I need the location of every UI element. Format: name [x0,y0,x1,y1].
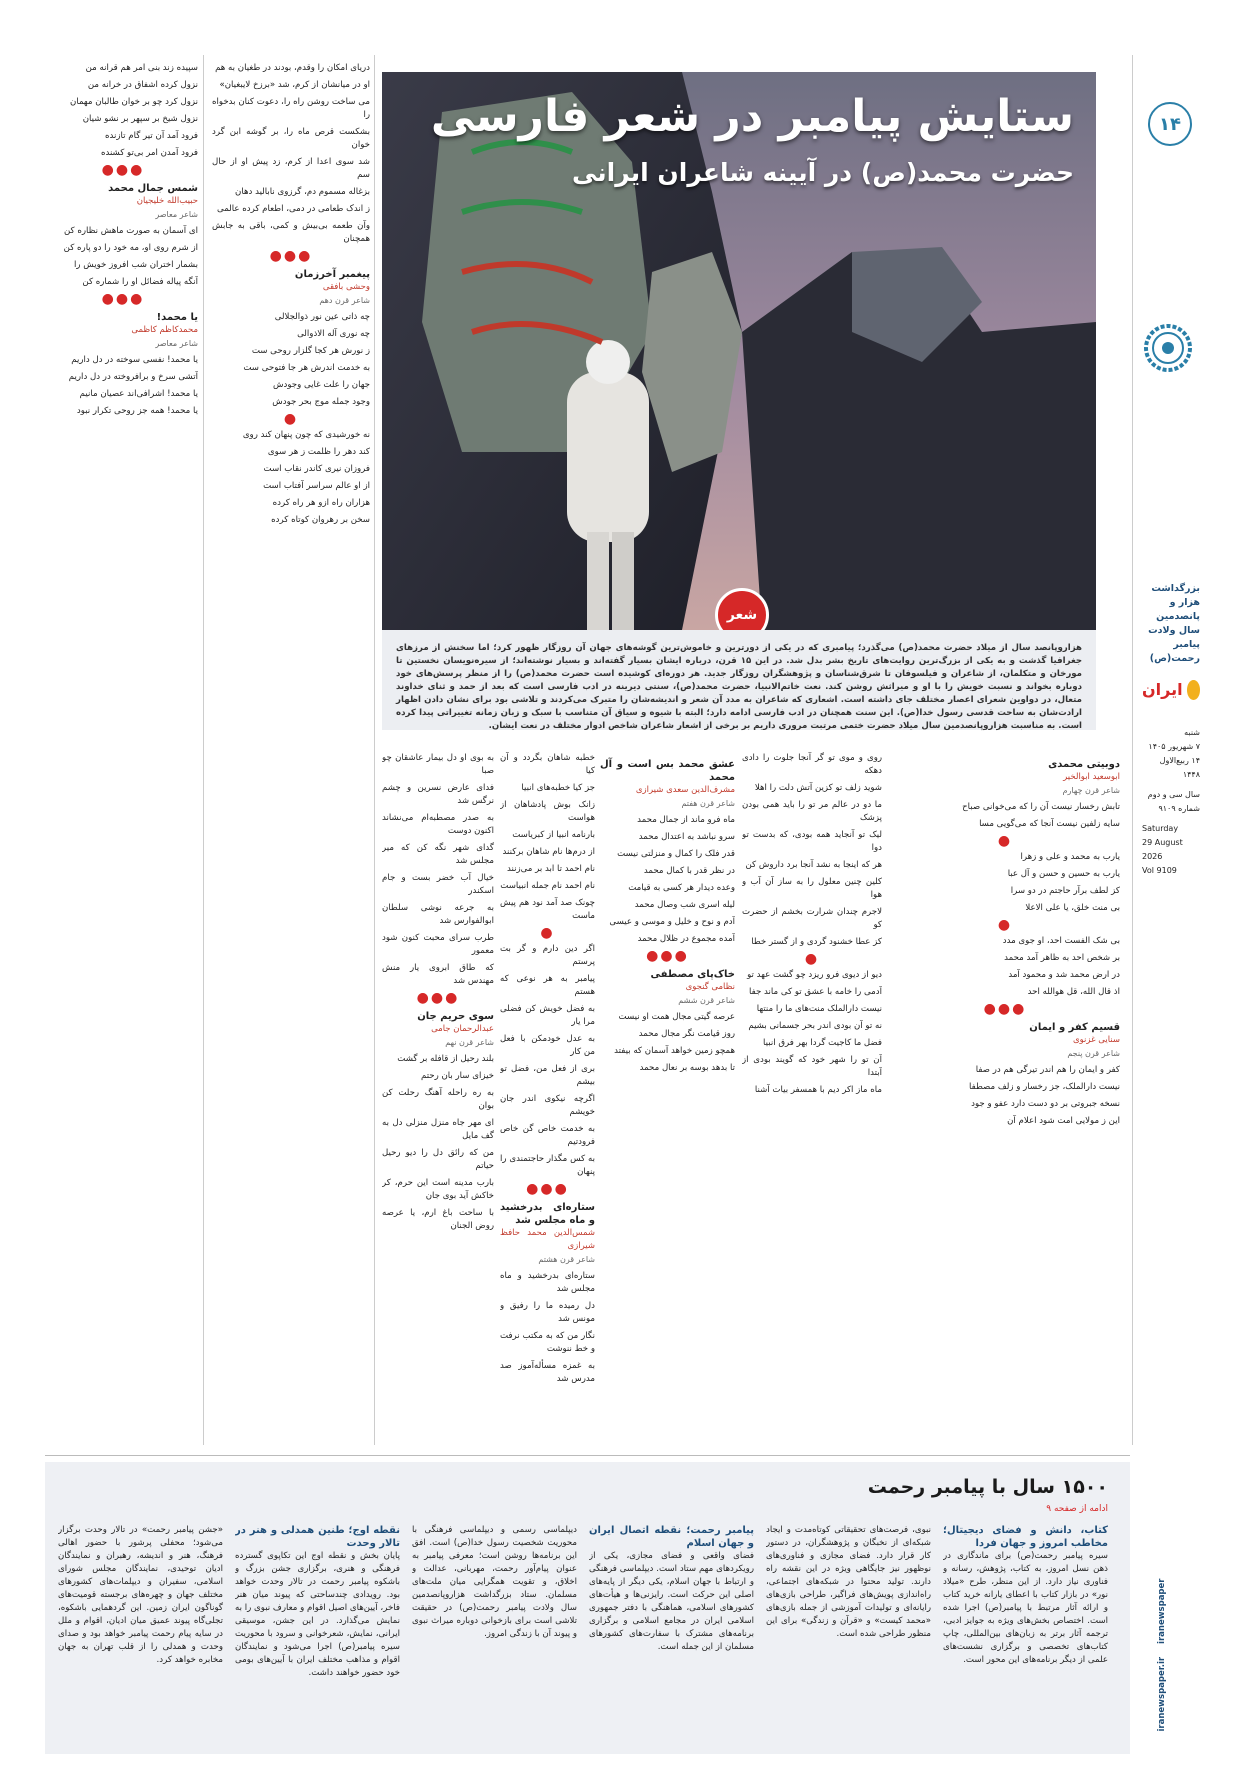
poem-verse: قدر فلک را کمال و منزلتی نیست [617,849,735,859]
brand-logo [1142,680,1200,700]
section-divider [45,1455,1130,1456]
poem-verse: آتشی سرخ و برافروخته در دل داریم [68,372,198,382]
poem-verse: سپیده زند بنی امر هم قرانه من [85,63,198,73]
poem-verse: خیزای سار بان رحتم [420,1071,494,1081]
poem-verse: از شرم روی او، مه خود را دو پاره کن [63,243,198,253]
poem-verse: نیست دارالملک منت‌های ما را منتها [756,1004,882,1014]
poem-verse: کفر و ایمان را هم اندر تیرگی هم در صفا [975,1065,1120,1075]
poem-verse: بی شک الفست احد، او جوی مدد [1002,936,1120,946]
separator-dots: ●●● [416,990,460,1006]
poem-verse: نه تو آن بودی اندر بحر جسمانی بشیم [748,1021,882,1031]
poem-verse: به ره راحله آهنگ رحلت کن بوان [382,1088,494,1111]
poem-verse: یارب به حسین و حسن و آل عبا [1007,869,1120,879]
intro-text: هزاروپانصد سال از میلاد حضرت محمد(ص) می‌گذرد؛ پیامبری که در یکی از دورترین و خاموش‌ترین گوشه‌های جهان آن روزگار ظهور کرد؛ اما سخنش از مرزهای جغرافیا گذشت و به یکی از بزرگ‌ترین روایت‌های تاریخ بشر بدل شد. در این ۱۵ قرن، درباره ایشان بسیار گفته‌اند و بسیار نوشته‌اند؛ از سیره‌نویسان نخستین تا مورخان و متکلمان، از شاعران و فیلسوفان تا شرق‌شناسان و پژوهشگران روزگار جدید. هر دوره‌ای کوشیده است حضرت محمد(ص) را از منظر پرسش‌های خود دوباره بخواند و نسبت خویش را با او و میراثش روشن کند. نعت خاتم‌الانبیا، حضرت محمد(ص)، سنتی دیرینه در ادب فارسی است که بعد از حمد و ثنای خداوند متعال، در دواوین شعرای اعصار مختلف جای داشته است. اشعاری که شاعران به مدد آن شعر و اندیشه‌شان را متبرک می‌کردند و تلاشی بود برای نشان دادن اظهار ارادت‌شان به ساحت قدسی رسول خدا(ص). این سنت همچنان در ادب فارسی ادامه دارد؛ البته با شیوه و سیاق آن متناسب با سبک و زبان زمانه تغییراتی پیدا کرده است. به مناسبت هزاروپانصدمین سال میلاد حضرت ختمی مرتبت مروری داریم بر برخی از اشعار شاعران شاخص ادوار مختلف در نعت ایشان. [396,643,1083,731]
col-divider [374,55,375,1445]
poem-verse: ای مهر جاه منزل منزلی دل به گف مایل [382,1118,494,1141]
poem-title: یا محمد! [156,312,198,323]
poem-author: ابوسعید ابوالخیر [1063,772,1120,782]
article-paragraph: «جشن پیامبر رحمت» در تالار وحدت برگزار می‌شود؛ محفلی پرشور با حضور اهالی فرهنگ، هنر و اندیشه، رهبران و نمایندگان ادیان توحیدی، نمایندگان مجلس شورای اسلامی، سفیران و دیپلمات‌های کشورهای مختلف جهان و چهره‌های برجسته قومیت‌های گوناگون ایران زمین. این گردهمایی باشکوه، تجلی‌گاه پیوند عمیق میان ادیان، اقوام و ملل در سایه پیام رحمت پیامبر خواهد بود و صدای وحدت و همدلی را از قلب تهران به جهان مخابره خواهد کرد. [58,1525,223,1665]
poem-title: ستاره‌ای بدرخشید و ماه مجلس شد [500,1202,595,1226]
poem-verse: روی و موی تو گر آنجا جلوت را دادی دهکه [742,753,882,776]
poem-era: شاعر قرن هفتم [681,799,735,808]
article-subheading: کتاب، دانش و فضای دیجیتال؛ مخاطب امروز و جهان فردا [943,1525,1108,1549]
poem-author: نظامی گنجوی [685,982,735,992]
poem-verse: به خدمت خاص گن خاص فرودتیم [500,1124,595,1147]
poem-verse: نسخه جبروتی بر دو دست دارد عفو و جود [971,1099,1120,1109]
poem-author: عبدالرحمان جامی [431,1024,494,1034]
poem-verse: یا محمد! اشرافی‌اند عصیان مانیم [79,389,198,399]
date-en: 29 August 2026 [1142,838,1183,861]
poem-era: شاعر قرن چهارم [1062,786,1120,795]
poem-column [742,752,882,1442]
separator-dots: ●●● [101,291,145,307]
year-label: سال سی و دوم [1147,790,1200,799]
hero-subtitle: حضرت محمد(ص) در آیینه شاعران ایرانی [571,158,1074,187]
article-column [412,1524,577,1744]
poem-verse: کلین چنین معلول را به ساز آن آب و هوا [742,877,882,900]
poem-verse: با ساحت باغ ارم، یا عرصه روض الجنان [382,1208,494,1231]
poem-verse: خطبه شاهان بگردد و آن کیا [500,753,595,776]
separator-dot: ● [540,925,555,941]
poem-author: وحشی بافقی [322,282,370,292]
poem-verse: بشمار اختران شب افروز خویش را [73,260,198,270]
poem-verse: ما دو در عالم مر تو را باید همی بودن پزشک [742,800,882,823]
vol-en: Vol 9109 [1142,866,1177,875]
poem-verse: هزاران راه ازو هر راه کرده [272,498,370,508]
poem-verse: تابش رخسار نیست آن را که می‌خوانی صباح [962,802,1120,812]
poem-verse: بر شخص احد به ظاهر آمد محمد [1004,953,1120,963]
poem-verse: یا محمد! همه جز روحی تکرار نبود [76,406,198,416]
separator-dots: ●●● [646,948,689,964]
poem-title: دوبیتی محمدی [1048,759,1120,770]
poem-column [890,752,1120,1442]
poem-verse: که طاق ابروی یار منش مهندس شد [382,963,494,986]
poem-column [382,752,494,1442]
poem-verse: ماه ماز اکر دیم با همسفر بیات آشنا [754,1085,882,1095]
poem-verse: به عدل خودمکن با فعل من کار [500,1034,595,1057]
poem-verse: سایه زلفین نیست آنجا که می‌گویی مسا [979,819,1120,829]
poem-verse: در نظر قدر با کمال محمد [643,866,735,876]
poem-verse: فرود آمدن امر بی‌تو کشنده [100,148,198,158]
poem-verse: فضل ما کاجیت گردا بهر فرق انبیا [763,1038,882,1048]
poem-verse: طرب سرای محبت کنون شود معمور [382,933,494,956]
hero-title: ستایش پیامبر در شعر فارسی [430,91,1074,142]
poem-verse: سرو نباشد به اعتدال محمد [638,832,735,842]
article-subheading: پیامبر رحمت؛ نقطه اتصال ایران و جهان اسلام [589,1525,754,1549]
poem-verse: لاجرم چندان شرارت بخشم از حضرت کو [742,907,882,930]
poem-verse: فدای عارض نسرین و چشم نرگس شد [382,783,494,806]
poem-verse: بی منت خلق، یا علی الاعلا [1025,903,1120,913]
side-info [1142,290,1200,878]
poem-verse: می ساخت روشن راه را، دعوت کنان بدخواه را [212,97,370,120]
social-handle[interactable]: iranewspaper [1157,1578,1167,1644]
col-divider [203,55,204,1445]
poem-column [600,752,735,1442]
article-column [235,1524,400,1744]
article-paragraph: پایان بخش و نقطه اوج این تکاپوی گسترده فرهنگی و هنری، برگزاری جشن بزرگ و باشکوه پیامبر رحمت در تالار وحدت خواهد بود. رویدادی چندساحتی که پیوند میان هنر فاخر، آیین‌های اصیل اقوام و معارف نبوی را به نمایش می‌گذارد. در این جشن، موسیقی ایرانی، نمایش، شعرخوانی و سرود با محوریت سیره پیامبر(ص) اجرا می‌شود و نمایندگان اقوام و مذاهب مختلف ایران با آیین‌های بومی خود حضور خواهند داشت. [235,1551,400,1678]
poem-verse: آمده مجموع در ظلال محمد [637,934,735,944]
poem-verse: به خدمت اندرش هر جا فتوحی ست [243,363,370,373]
poem-verse: همچو زمین خواهد آسمان که بیفتد [614,1046,735,1056]
article-paragraph: فضای واقعی و فضای مجازی، یکی از رویکردهای مهم ستاد است. دیپلماسی فرهنگی و ارتباط با جهان اسلام، یکی دیگر از پایه‌های اصلی این حرکت است. رایزنی‌ها و هیأت‌های کشورهای اسلامی، هماهنگی با دفتر جمهوری اسلامی ایران در مجامع اسلامی و برگزاری برنامه‌های مشترک با سفارت‌های کشورهای مسلمان از این جمله است. [589,1551,754,1652]
date-hijri: ۱۴ ربیع‌الاول ۱۴۴۸ [1159,756,1200,779]
poem-verse: نیست دارالملک، جز رخسار و زلف مصطفا [969,1082,1120,1092]
poem-verse: چونک صد آمد نود هم پیش ماست [500,898,595,921]
issue-number: شماره ۹۱۰۹ [1158,804,1200,813]
poem-verse: زانک بوش پادشاهان از هواست [500,800,595,823]
poem-verse: اگرچه نیکوی اندر جان خویشم [500,1094,595,1117]
poem-era: شاعر قرن هشتم [538,1255,595,1264]
poem-verse: دریای امکان را وقدم، بودند در طغیان به هم [215,63,370,73]
poem-verse: لیله اسری شب وصال محمد [634,900,735,910]
poem-era: شاعر معاصر [155,339,198,348]
poem-verse: به کس مگذار حاجتمندی را پنهان [500,1154,595,1177]
poem-title: شمس جمال محمد [108,183,198,194]
separator-dot: ● [283,411,299,427]
poem-verse: سخن بر رهروان کوتاه کرده [271,515,370,525]
poem-verse: دیو از دیوی فرو ریزد چو گشت عهد تو [747,970,882,980]
poem-verse: بشکست قرص ماه را، بر گوشه ابن گرد خوان [212,127,370,150]
poem-verse: یارب به محمد و علی و زهرا [1020,852,1120,862]
poem-verse: نه خورشیدی که چون پنهان کند روی [242,430,370,440]
continued-from[interactable]: ادامه از صفحه ۹ [1046,1504,1108,1514]
separator-dot: ● [997,917,1013,933]
article-title: ۱۵۰۰ سال با پیامبر رحمت [867,1476,1108,1498]
website-url[interactable]: iranewspaper.ir [1157,1656,1167,1732]
website-vertical [1152,1560,1172,1760]
poem-verse: وعده دیدار هر کسی به قیامت [628,883,735,893]
poem-verse: بارب مدینه است این حرم، کر خاکش آید بوی جان [382,1178,494,1201]
poem-title: قسیم کفر و ایمان [1029,1022,1120,1033]
poem-verse: شد سوی اعدا از کرم، زد پیش او از حال سم [212,157,370,180]
poem-author: شمس‌الدین محمد حافظ شیرازی [500,1228,595,1251]
poem-author: مشرف‌الدین سعدی شیرازی [635,785,735,795]
brand-name: ایران [1142,680,1183,699]
poem-title: سوی حریم جان [417,1011,494,1022]
article-subheading: نقطه اوج؛ طنین همدلی و هنر در تالار وحدت [235,1525,400,1549]
weekday-en: Saturday [1142,824,1179,833]
side-label: بزرگداشت هزار و پانصدمین سال ولادت پیامبر رحمت(ص) [1148,583,1200,664]
poem-verse: اگر دین دارم و گر بت پرستم [500,944,595,967]
poem-verse: ای آسمان به صورت ماهش نظاره کن [63,226,198,236]
poem-verse: نزول کرد چو بر خوان طالبان مهمان [70,97,198,107]
poem-verse: بلند رحیل از قافله بر گشت [397,1054,494,1064]
poem-column [500,752,595,1442]
poem-title: خاک‌پای مصطفی [650,969,735,980]
poem-era: شاعر معاصر [155,210,198,219]
day-label: شنبه [1184,728,1200,737]
poem-title: پیغمبر آخرزمان [294,269,370,280]
poem-verse: ز نورش هر کجا گلزار روحی ست [251,346,370,356]
poem-verse: نزول شیخ بر سپهر بر نشو شیان [82,114,198,124]
poem-verse: کز عطا خشنود گردی و از گستر خطا [751,937,882,947]
poem-era: شاعر قرن ششم [678,996,735,1005]
poem-verse: من که رائق دل را دیو رحیل حیاتم [382,1148,494,1171]
poem-verse: او در میانشان از کرم، شد «برزخ لایبغیان» [219,80,370,90]
date-fa: ۷ شهریور ۱۴۰۵ [1148,742,1200,751]
poem-verse: آن تو را شهر خود که گویند بودی از آبتدا [742,1055,882,1078]
poem-author: سنایی غزنوی [1073,1035,1120,1045]
poem-verse: به فضل خویش کن فضلی مرا یار [500,1004,595,1027]
poem-verse: دل رمیده ما را رفیق و مونس شد [500,1301,595,1324]
poem-verse: اذ قال الله، قل هوالله احد [1027,987,1120,997]
poem-verse: بزغاله مسموم دم، گرزوی نابالید دهان [235,187,370,197]
article-column [589,1524,754,1744]
poem-verse: فروزان نیری کاندر نقاب است [263,464,370,474]
poem-verse: از درم‌ها نام شاهان برکنند [502,847,595,857]
intro-box [382,630,1096,730]
poem-title: عشق محمد بس است و آل محمد [600,759,735,783]
article-column [943,1524,1108,1744]
poem-author: محمدکاظم کاظمی [131,325,198,335]
poem-verse: آدمی را خامه با عشق تو کی ماند جفا [749,987,882,997]
poem-verse: ماه فرو ماند از جمال محمد [637,815,735,825]
poem-verse: بری از فعل من، فضل تو بیشم [500,1064,595,1087]
poem-verse: آدم و نوح و خلیل و موسی و عیسی [609,917,735,927]
poem-verse: تا بدهد بوسه بر نعال محمد [639,1063,735,1073]
poem-verse: عرصه گیتی مجال همت او نیست [618,1012,735,1022]
poem-verse: کز لطف برآر حاجتم در دو سرا [1010,886,1120,896]
sun-icon [1187,680,1200,700]
cave-photo-illustration [382,72,1096,630]
poem-verse: به بوی او دل بیمار عاشقان چو صبا [382,753,494,776]
poem-column [48,62,198,1442]
separator-dots: ●●● [101,162,145,178]
poem-verse: جز کیا خطبه‌های انبیا [521,783,595,793]
poem-verse: به جرعه نوشی سلطان ابوالفوارس شد [382,903,494,926]
poem-verse: ستاره‌ای بدرخشید و ماه مجلس شد [500,1271,595,1294]
poem-verse: نزول کرده اشفاق در خرانه من [87,80,198,90]
poem-era: شاعر قرن نهم [445,1038,494,1047]
poem-verse: خیال آب خضر بست و جام اسکندر [382,873,494,896]
issue-details [1142,726,1200,878]
section-badge: شعر [715,588,769,642]
poem-verse: یا محمد! نفسی سوخته در دل داریم [71,355,198,365]
poem-verse: گدای شهر نگه کن که میر مجلس شد [382,843,494,866]
article-column [58,1524,223,1744]
separator-dot: ● [997,833,1013,849]
poem-verse: وآن طعمه بی‌بیش و کمی، باقی به جابش همچنان [212,221,370,244]
article-paragraph: سیره پیامبر رحمت(ص) برای ماندگاری در ذهن نسل امروز، به کتاب، پژوهش، رسانه و فناوری نیاز دارد. از این منظر، طرح «میلاد نور» در بازار کتاب با اعطای یارانه خرید کتاب و ارائه آثار مرتبط با پیامبر(ص) اجرا شده است. اختصاص بخش‌های ویژه به جوایز ادبی، ترجمه آثار برتر به زبان‌های بین‌المللی، چاپ کتاب‌های تخصصی و برگزاری نشست‌های علمی از دیگر برنامه‌های این محور است. [943,1551,1108,1665]
poem-verse: نگار من که به مکتب نرفت و خط ننوشت [500,1331,595,1354]
poem-verse: چه ذاتی عین نور ذوالجلالی [274,312,370,322]
poem-verse: کند دهر را ظلمت ز هر سوی [267,447,370,457]
poem-verse: نام احمد نام جمله انبیاست [500,881,595,891]
poem-verse: چه نوری آله الاذوالی [297,329,370,339]
poem-era: شاعر قرن دهم [319,296,370,305]
article-paragraph: دیپلماسی رسمی و دیپلماسی فرهنگی با محوریت شخصیت رسول خدا(ص) است. افق این برنامه‌ها روشن است؛ معرفی پیامبر به عنوان پیام‌آور رحمت، مهربانی، عدالت و اخلاق، و تقویت همگرایی میان ملت‌های مسلمان. ستاد بزرگداشت هزاروپانصدمین سال ولادت پیامبر رحمت(ص) در حقیقت تلاشی است برای بازخوانی دوباره میراث نبوی و پیوند آن با زندگی امروز. [412,1525,577,1639]
separator-dot: ● [804,951,820,967]
poem-verse: از او عالم سراسر آفتاب است [263,481,370,491]
separator-dots: ●●● [983,1001,1027,1017]
separator-dots: ●●● [526,1181,569,1197]
poem-column [212,62,370,1442]
poem-verse: لیک تو آنجاید همه بودی، که بدست تو دوا [742,830,882,853]
poem-verse: وجود جمله موج بحر جودش [272,397,370,407]
poem-era: شاعر قرن پنجم [1067,1049,1120,1058]
poem-verse: هر که اینجا به نشد آنجا برد داروش کن [745,860,882,870]
bottom-article [45,1462,1130,1754]
poem-verse: پیامبر به هر نوعی که هستم [500,974,595,997]
hero-image [382,72,1096,630]
poem-verse: در ارض محمد شد و محمود آمد [1008,970,1120,980]
poem-verse: آنگه پیاله فضائل او را شماره کن [82,277,198,287]
poem-verse: جهان را علت غایی وجودش [273,380,370,390]
poem-verse: به غمزه مسأله‌آموز صد مدرس شد [500,1361,595,1384]
col-divider [1132,55,1133,1445]
article-paragraph: نبوی، فرصت‌های تحقیقاتی کوتاه‌مدت و ایجاد شبکه‌ای از نخبگان و پژوهشگران، در دستور کار قرار دارد. فضای مجازی و فناوری‌های نوظهور نیز جایگاهی ویژه در این نقشه راه دارند. تولید محتوا در شبکه‌های اجتماعی، راه‌اندازی پویش‌های فراگیر، طراحی بازی‌های رایانه‌ای و تولیدات آموزشی از جمله بازی‌های «محمد کیست» و «قرآن و زندگی» برای این منظور طراحی شده است. [766,1525,931,1639]
poem-verse: این ز مولایی امت شود اعلام آن [1007,1116,1120,1126]
poem-verse: به صدر مصطبه‌ام می‌نشاند اکنون دوست [382,813,494,836]
page-number: ۱۴ [1148,102,1192,146]
poem-verse: شوید زلف تو کزین آتش دلت را اهلا [754,783,882,793]
poem-verse: نام احمد تا ابد بر می‌زنند [506,864,595,874]
poem-verse: روز قیامت نگر مجال محمد [638,1029,735,1039]
poem-verse: ز اندک طعامی در دمی، اطعام کرده عالمی [217,204,370,214]
article-column [766,1524,931,1744]
poem-verse: فرود آمد آن تیر گام تازنده [104,131,198,141]
separator-dots: ●●● [269,248,313,264]
poem-verse: بارنامه انبیا از کبریاست [512,830,595,840]
poem-author: حبیب‌الله خلیجیان [136,196,198,206]
